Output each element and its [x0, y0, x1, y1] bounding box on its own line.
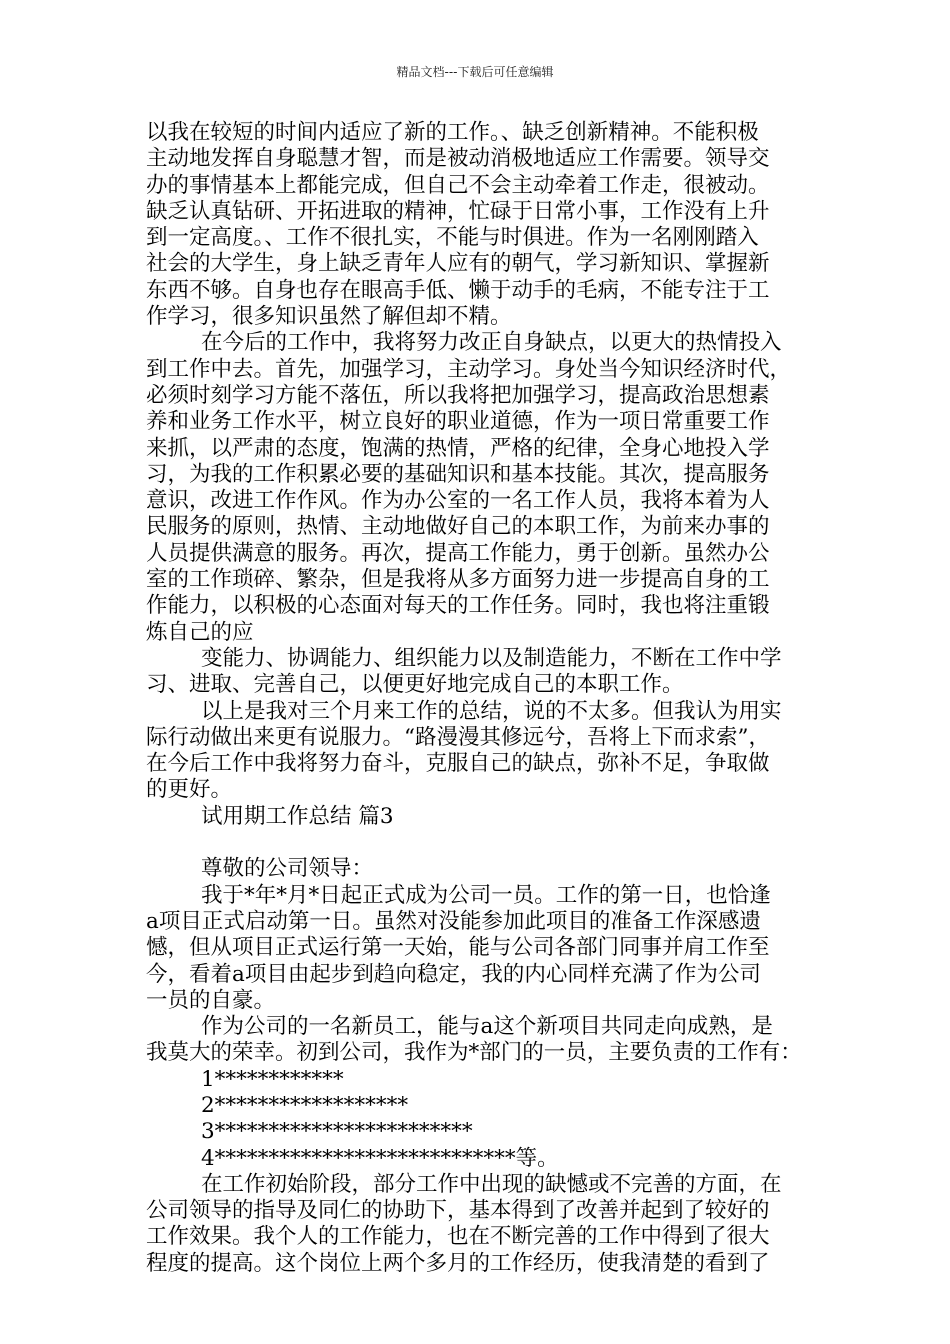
- text-line: 意识，改进工作作风。作为办公室的一名工作人员，我将本着为人: [146, 488, 770, 514]
- text-line: 变能力、协调能力、组织能力以及制造能力，不断在工作中学: [201, 645, 782, 671]
- text-line: 我莫大的荣幸。初到公司，我作为*部门的一员，主要负责的工作有：: [146, 1040, 802, 1066]
- text-line: 东西不够。自身也存在眼高手低、懒于动手的毛病，不能专注于工: [146, 277, 770, 303]
- text-line: 办的事情基本上都能完成，但自己不会主动牵着工作走，很被动。: [146, 172, 770, 198]
- page-header: 精品文档---下载后可任意编辑: [396, 65, 554, 79]
- text-line: 民服务的原则，热情、主动地做好自己的本职工作，为前来办事的: [146, 514, 770, 540]
- text-line: 在工作初始阶段，部分工作中出现的缺憾或不完善的方面，在: [201, 1171, 782, 1197]
- text-line: 到工作中去。首先，加强学习，主动学习。身处当今知识经济时代，: [146, 356, 792, 382]
- text-line: 炼自己的应: [146, 619, 254, 645]
- text-line: 试用期工作总结 篇3: [201, 803, 394, 829]
- text-line: 作能力，以积极的心态面对每天的工作任务。同时，我也将注重锻: [146, 593, 770, 619]
- text-line: 习，为我的工作积累必要的基础知识和基本技能。其次，提高服务: [146, 461, 770, 487]
- text-line: 一员的自豪。: [146, 987, 276, 1013]
- text-line: 尊敬的公司领导：: [201, 856, 374, 882]
- document-body: [146, 120, 816, 1277]
- text-line: 养和业务工作水平，树立良好的职业道德，作为一项日常重要工作: [146, 409, 770, 435]
- text-line: 的更好。: [146, 777, 233, 803]
- text-line: 际行动做出来更有说服力。“路漫漫其修远兮，吾将上下而求索”，: [146, 724, 770, 750]
- text-line: 工作效果。我个人的工作能力，也在不断完善的工作中得到了很大: [146, 1224, 770, 1250]
- text-line: 4****************************等。: [201, 1145, 559, 1171]
- text-line: 以我在较短的时间内适应了新的工作。、缺乏创新精神。不能积极: [146, 120, 759, 145]
- text-line: 缺乏认真钻研、开拓进取的精神，忙碌于日常小事，工作没有上升: [146, 198, 770, 224]
- text-line: 1************: [201, 1066, 344, 1092]
- text-line: 作为公司的一名新员工，能与a这个新项目共同走向成熟，是: [201, 1014, 773, 1040]
- text-line: 来抓，以严肃的态度，饱满的热情，严格的纪律，全身心地投入学: [146, 435, 770, 461]
- text-line: 2******************: [201, 1092, 409, 1118]
- text-line: 人员提供满意的服务。再次，提高工作能力，勇于创新。虽然办公: [146, 540, 770, 566]
- text-line: 习、进取、完善自己，以便更好地完成自己的本职工作。: [146, 672, 684, 698]
- text-line: 程度的提高。这个岗位上两个多月的工作经历，使我清楚的看到了: [146, 1250, 770, 1276]
- text-line: 必须时刻学习方能不落伍，所以我将把加强学习，提高政治思想素: [146, 382, 770, 408]
- text-line: 在今后工作中我将努力奋斗，克服自己的缺点，弥补不足，争取做: [146, 751, 770, 777]
- text-line: 在今后的工作中，我将努力改正自身缺点，以更大的热情投入: [201, 330, 782, 356]
- text-line: 作学习，很多知识虽然了解但却不精。: [146, 304, 512, 330]
- text-line: 3************************: [201, 1119, 473, 1145]
- text-line: 到一定高度。、工作不很扎实，不能与时俱进。作为一名刚刚踏入: [146, 225, 759, 251]
- text-line: 我于*年*月*日起正式成为公司一员。工作的第一日，也恰逢: [201, 882, 771, 908]
- text-line: 以上是我对三个月来工作的总结，说的不太多。但我认为用实: [201, 698, 782, 724]
- text-line: 今，看着a项目由起步到趋向稳定，我的内心同样充满了作为公司: [146, 961, 761, 987]
- text-line: [146, 830, 816, 856]
- text-line: 憾，但从项目正式运行第一天始，能与公司各部门同事并肩工作至: [146, 935, 770, 961]
- text-line: 社会的大学生，身上缺乏青年人应有的朝气，学习新知识、掌握新: [146, 251, 770, 277]
- text-line: 主动地发挥自身聪慧才智，而是被动消极地适应工作需要。领导交: [146, 146, 770, 172]
- text-line: 室的工作琐碎、繁杂，但是我将从多方面努力进一步提高自身的工: [146, 567, 770, 593]
- text-line: 公司领导的指导及同仁的协助下，基本得到了改善并起到了较好的: [146, 1198, 770, 1224]
- text-line: a项目正式启动第一日。虽然对没能参加此项目的准备工作深感遗: [146, 908, 761, 934]
